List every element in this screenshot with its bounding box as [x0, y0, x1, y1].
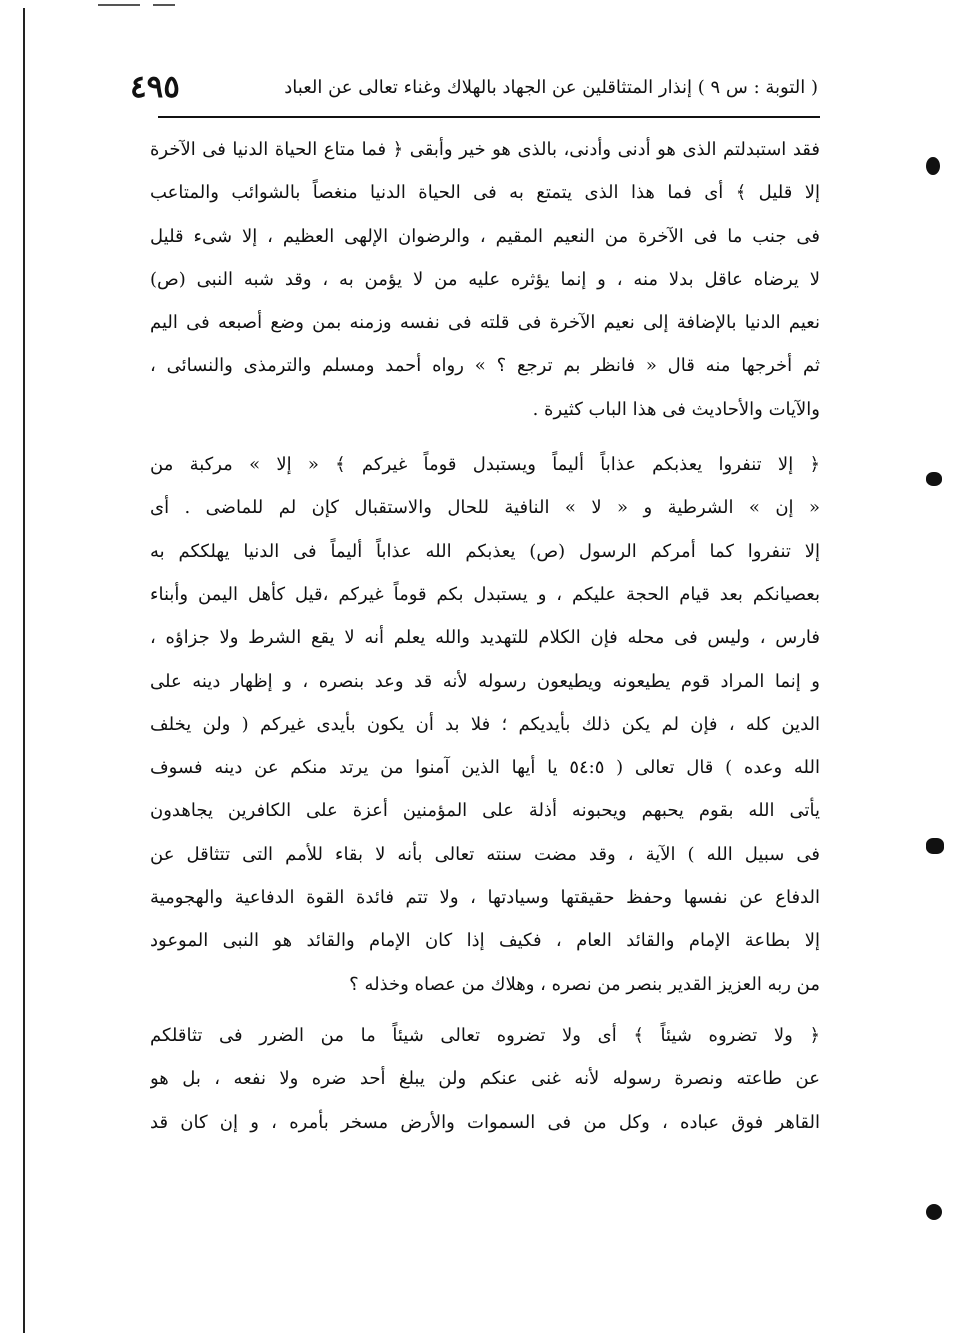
page-body: [150, 128, 820, 1144]
text-line: إلا بطاعة الإمام والقائد العام ، فكيف إذا كان الإمام والقائد هو النبى الموعود: [150, 930, 820, 952]
text-line: و إنما المراد قوم يطيعونه ويطيعون رسوله لأنه قد وعد بنصره ، و إظهار دينه على: [150, 670, 820, 692]
text-line: الله وعده ) قال تعالى ( ٥٤:٥ يا أيها الذين آمنوا من يرتد منكم عن دينه فسوف: [150, 757, 820, 779]
margin-dot-icon: [926, 1204, 942, 1220]
text-line: نعيم الدنيا بالإضافة إلى نعيم الآخرة فى قلته فى نفسه وزمنه بمن وضع أصبعه فى اليم: [150, 312, 820, 334]
text-line: ﴿ إلا تنفروا يعذبكم عذاباً أليماً ويستبدل قوماً غيركم ﴾ « إلا » مركبة من: [150, 454, 820, 476]
text-line: إلا قليل ﴾ أى فما هذا الذى يتمتع به فى الحياة الدنيا منغصاً بالشوائب والمتاعب: [150, 182, 820, 204]
text-line: يأتى الله بقوم يحبهم ويحبونه أذلة على المؤمنين أعزة على الكافرين يجاهدون: [150, 800, 820, 822]
text-line: والآيات والأحاديث فى هذا الباب كثيرة .: [532, 398, 820, 420]
page-number: ٤٩٥: [130, 69, 180, 105]
running-header: [130, 64, 818, 110]
page-edge-rule: [23, 8, 25, 1333]
text-line: فارس ، وليس فى محله فإن الكلام للتهديد والله يعلم أنه لا يقع الشرط ولا جزاؤه ،: [150, 627, 820, 649]
paragraph: [150, 128, 820, 431]
paragraph: [150, 1014, 820, 1144]
text-line: « إن » الشرطية و « لا » النافية للحال والاستقبال كإن لم للماضى . أى: [150, 497, 820, 519]
header-divider: [158, 116, 820, 118]
paragraph: [150, 443, 820, 1006]
scan-artifact: [153, 4, 175, 6]
text-line: فقد استبدلتم الذى هو أدنى وأدنى، بالذى هو خير وأبقى ﴿ فما متاع الحياة الدنيا فى الآخرة: [150, 139, 820, 160]
text-line: فى سبيل الله ) الآية ، وقد مضت سنته تعالى بأنه لا بقاء للأمم التى تتثاقل عن: [150, 843, 820, 865]
margin-dot-icon: [926, 472, 942, 486]
margin-dot-icon: [926, 157, 940, 175]
text-line: عن طاعته ونصرة رسوله لأنه غنى عنكم ولن يبلغ أحد ضره ولا نفعه ، بل هو: [150, 1068, 820, 1090]
text-line: ﴿ ولا تضروه شيئاً ﴾ أى ولا تضروه تعالى شيئاً ما من الضرر فى تثاقلكم: [150, 1024, 820, 1046]
text-line: فى جنب ما فى الآخرة من النعيم المقيم ، والرضوان الإلهى العظيم ، إلا شىء قليل: [150, 225, 820, 247]
running-header-title: ( التوبة : س ٩ ) إنذار المتثاقلين عن الجهاد بالهلاك وغناء تعالى عن العباد: [284, 76, 818, 98]
text-line: الدين كله ، فإن لم يكن ذلك بأيديكم ؛ فلا بد أن يكون بأيدى غيركم ( ولن يخلف: [150, 713, 820, 735]
text-line: ثم أخرجها منه قال « فانظر بم ترجع ؟ » رواه أحمد ومسلم والترمذى والنسائى ،: [150, 355, 820, 377]
text-line: الدفاع عن نفسها وحفظ حقيقتها وسيادتها ، ولا تتم فائدة القوة الدفاعية والهجومية: [150, 887, 820, 909]
text-line: القاهر فوق عباده ، وكل من فى السموات والأرض مسخر بأمره ، و إن كان قد: [150, 1111, 820, 1133]
text-line: بعصيانكم بعد قيام الحجة عليكم ، و يستبدل بكم قوماً غيركم ،قيل كأهل اليمن وأبناء: [150, 583, 820, 605]
margin-dot-icon: [926, 838, 944, 854]
text-line: لا يرضاه عاقل بدلا منه ، و إنما يؤثره عليه من لا يؤمن به ، وقد شبه النبى (ص): [150, 268, 820, 290]
text-line: من ربه العزيز القدير بنصر من نصره ، وهلاك من عصاه وخذله ؟: [349, 973, 820, 995]
scan-artifact: [98, 4, 140, 6]
text-line: إلا تنفروا كما أمركم الرسول (ص) يعذبكم الله عذاباً أليماً فى الدنيا يهلككم به: [150, 540, 820, 562]
